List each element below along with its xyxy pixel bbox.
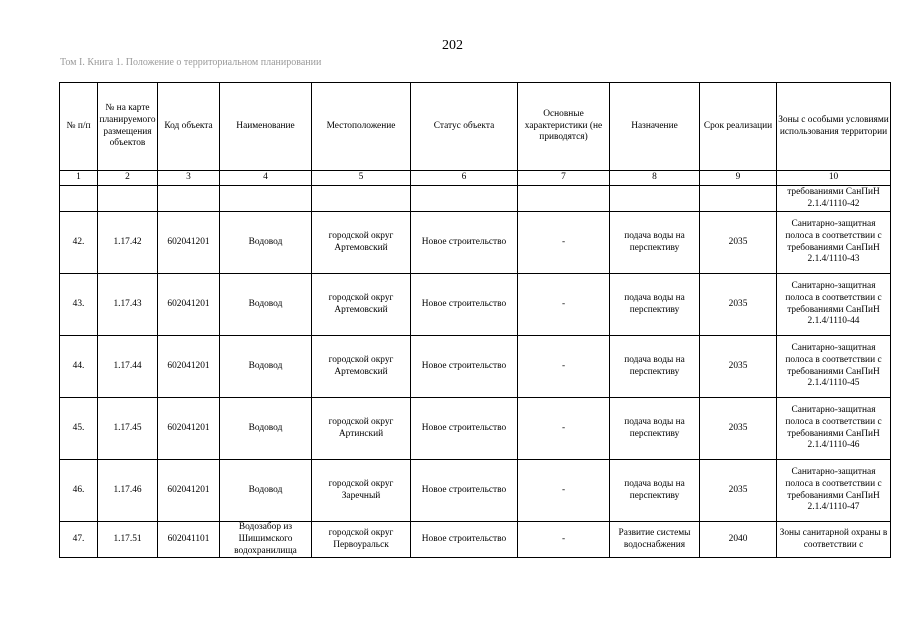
object-purpose: подача воды на перспективу (610, 274, 700, 336)
header-row (60, 83, 891, 171)
implementation-term: 2040 (700, 522, 777, 558)
empty-cell (518, 186, 610, 212)
column-header: Код объекта (158, 83, 220, 171)
column-number: 9 (700, 171, 777, 186)
column-header: № на карте планируемого размещения объектов (98, 83, 158, 171)
row-number: 45. (60, 398, 98, 460)
map-number: 1.17.43 (98, 274, 158, 336)
object-status: Новое строительство (411, 274, 518, 336)
map-number: 1.17.44 (98, 336, 158, 398)
empty-cell (220, 186, 312, 212)
column-header: Зоны с особыми условиями использования территории (777, 83, 891, 171)
object-location: городской округ Артемовский (312, 274, 411, 336)
implementation-term: 2035 (700, 398, 777, 460)
column-number: 2 (98, 171, 158, 186)
zone-cell: Санитарно-защитная полоса в соответствии с требованиями СанПиН 2.1.4/1110-47 (777, 460, 891, 522)
object-location: городской округ Артемовский (312, 336, 411, 398)
empty-cell (60, 186, 98, 212)
object-name: Водозабор из Шишимского водохранилища (220, 522, 312, 558)
row-number: 43. (60, 274, 98, 336)
zone-cell: Санитарно-защитная полоса в соответствии с требованиями СанПиН 2.1.4/1110-43 (777, 212, 891, 274)
object-purpose: подача воды на перспективу (610, 336, 700, 398)
empty-cell (610, 186, 700, 212)
table-row (60, 522, 891, 558)
object-code: 602041201 (158, 398, 220, 460)
object-location: городской округ Первоуральск (312, 522, 411, 558)
map-number: 1.17.46 (98, 460, 158, 522)
document-subtitle: Том I. Книга 1. Положение о территориальном планировании (60, 57, 322, 68)
zone-cell: Зоны санитарной охраны в соответствии с (777, 522, 891, 558)
column-header: Основные характеристики (не приводятся) (518, 83, 610, 171)
column-number: 10 (777, 171, 891, 186)
table-row (60, 212, 891, 274)
objects-table (59, 82, 891, 558)
object-characteristics: - (518, 522, 610, 558)
column-header: Срок реализации (700, 83, 777, 171)
column-header: Наименование (220, 83, 312, 171)
object-characteristics: - (518, 212, 610, 274)
column-number: 1 (60, 171, 98, 186)
row-number: 46. (60, 460, 98, 522)
table-row (60, 460, 891, 522)
object-purpose: подача воды на перспективу (610, 398, 700, 460)
row-number: 42. (60, 212, 98, 274)
object-characteristics: - (518, 398, 610, 460)
object-name: Водовод (220, 460, 312, 522)
page-number: 202 (442, 38, 463, 53)
object-purpose: подача воды на перспективу (610, 460, 700, 522)
column-number: 8 (610, 171, 700, 186)
object-purpose: подача воды на перспективу (610, 212, 700, 274)
object-status: Новое строительство (411, 212, 518, 274)
implementation-term: 2035 (700, 336, 777, 398)
object-characteristics: - (518, 274, 610, 336)
object-status: Новое строительство (411, 460, 518, 522)
empty-cell (312, 186, 411, 212)
map-number: 1.17.42 (98, 212, 158, 274)
continuation-row (60, 186, 891, 212)
object-name: Водовод (220, 336, 312, 398)
object-name: Водовод (220, 398, 312, 460)
object-status: Новое строительство (411, 398, 518, 460)
column-number-row (60, 171, 891, 186)
object-code: 602041201 (158, 274, 220, 336)
object-location: городской округ Артинский (312, 398, 411, 460)
object-status: Новое строительство (411, 336, 518, 398)
object-code: 602041201 (158, 212, 220, 274)
zone-cell: Санитарно-защитная полоса в соответствии с требованиями СанПиН 2.1.4/1110-45 (777, 336, 891, 398)
object-purpose: Развитие системы водоснабжения (610, 522, 700, 558)
column-number: 7 (518, 171, 610, 186)
implementation-term: 2035 (700, 212, 777, 274)
object-characteristics: - (518, 336, 610, 398)
row-number: 44. (60, 336, 98, 398)
object-code: 602041101 (158, 522, 220, 558)
column-header: № п/п (60, 83, 98, 171)
zone-cell: требованиями СанПиН 2.1.4/1110-42 (777, 186, 891, 212)
zone-cell: Санитарно-защитная полоса в соответствии с требованиями СанПиН 2.1.4/1110-46 (777, 398, 891, 460)
object-name: Водовод (220, 274, 312, 336)
object-name: Водовод (220, 212, 312, 274)
implementation-term: 2035 (700, 460, 777, 522)
empty-cell (411, 186, 518, 212)
column-number: 6 (411, 171, 518, 186)
column-header: Статус объекта (411, 83, 518, 171)
table-row (60, 274, 891, 336)
object-location: городской округ Артемовский (312, 212, 411, 274)
map-number: 1.17.45 (98, 398, 158, 460)
empty-cell (700, 186, 777, 212)
object-code: 602041201 (158, 460, 220, 522)
column-number: 3 (158, 171, 220, 186)
zone-cell: Санитарно-защитная полоса в соответствии с требованиями СанПиН 2.1.4/1110-44 (777, 274, 891, 336)
object-location: городской округ Заречный (312, 460, 411, 522)
object-status: Новое строительство (411, 522, 518, 558)
table-row (60, 336, 891, 398)
object-code: 602041201 (158, 336, 220, 398)
column-number: 4 (220, 171, 312, 186)
column-number: 5 (312, 171, 411, 186)
empty-cell (98, 186, 158, 212)
column-header: Назначение (610, 83, 700, 171)
map-number: 1.17.51 (98, 522, 158, 558)
column-header: Местоположение (312, 83, 411, 171)
row-number: 47. (60, 522, 98, 558)
table-row (60, 398, 891, 460)
empty-cell (158, 186, 220, 212)
implementation-term: 2035 (700, 274, 777, 336)
object-characteristics: - (518, 460, 610, 522)
